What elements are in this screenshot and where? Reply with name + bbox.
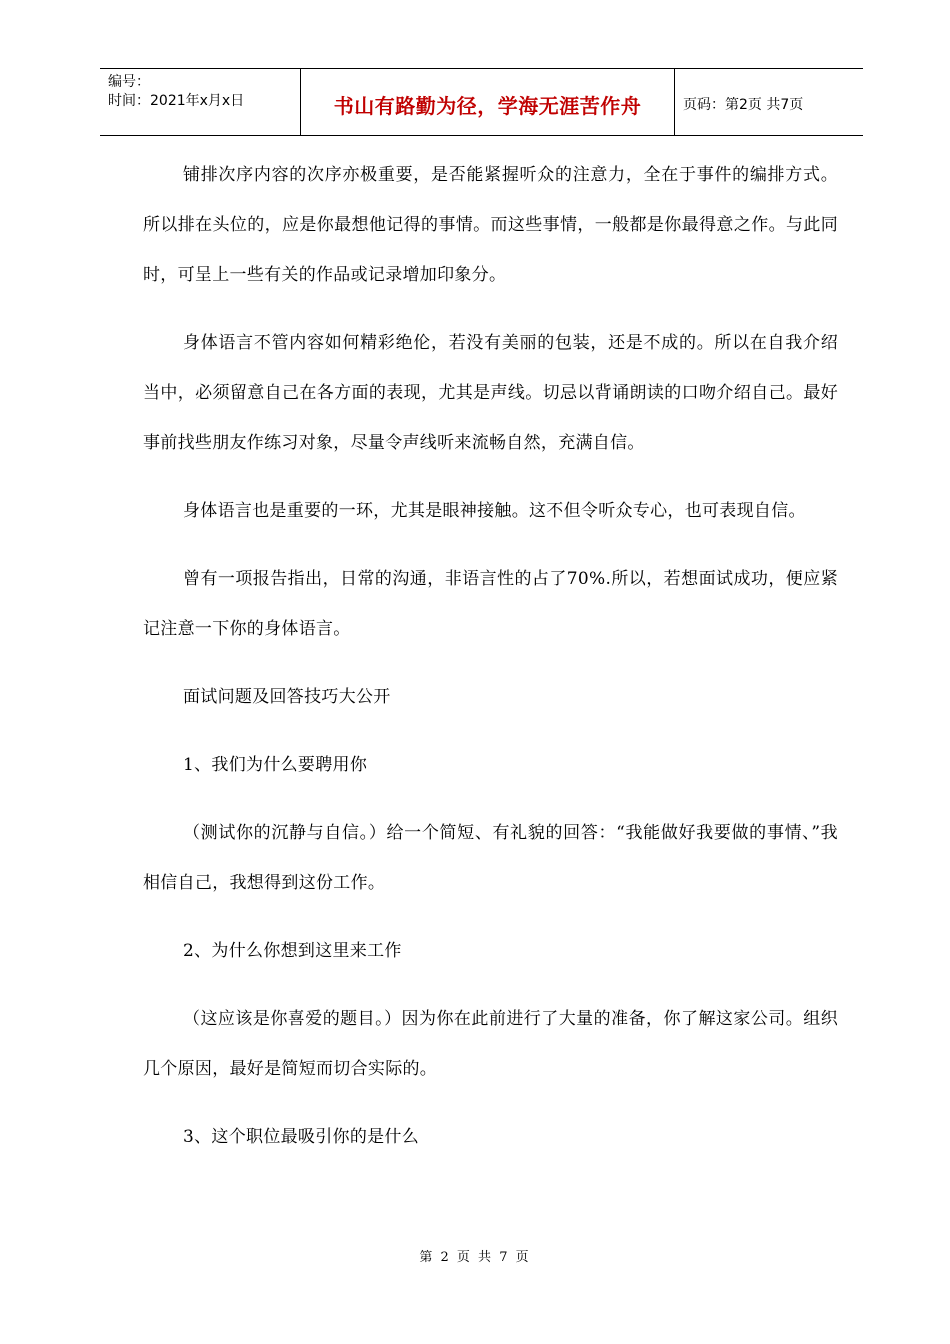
section-heading: 面试问题及回答技巧大公开 [183, 687, 391, 707]
header-motto: 书山有路勤为径，学海无涯苦作舟 [301, 69, 675, 135]
paragraph: 身体语言不管内容如何精彩绝伦，若没有美丽的包装，还是不成的。所以在自我介绍当中，必须留意自己在各方面的表现，尤其是声线。切忌以背诵朗读的口吻介绍自己。最好事前找些朋友作练习对象，尽量令声线听来流畅自然，充满自信。 [143, 333, 838, 453]
header-page-label: 页码：第2页 共7页 [683, 97, 804, 113]
page-footer: 第 2 页 共 7 页 [419, 1250, 531, 1265]
paragraph: 身体语言也是重要的一环，尤其是眼神接触。这不但令听众专心，也可表现自信。 [183, 501, 806, 521]
paragraph: （这应该是你喜爱的题目。）因为你在此前进行了大量的准备，你了解这家公司。组织几个原因，最好是简短而切合实际的。 [143, 1009, 838, 1079]
question-heading: 1、我们为什么要聘用你 [183, 755, 368, 775]
question-heading: 2、为什么你想到这里来工作 [183, 941, 402, 961]
paragraph: 铺排次序内容的次序亦极重要，是否能紧握听众的注意力，全在于事件的编排方式。所以排在头位的，应是你最想他记得的事情。而这些事情，一般都是你最得意之作。与此同时，可呈上一些有关的作品或记录增加印象分。 [143, 165, 838, 285]
question-heading: 3、这个职位最吸引你的是什么 [183, 1127, 420, 1147]
header-meta-cell [100, 69, 301, 135]
paragraph: 曾有一项报告指出，日常的沟通，非语言性的占了70%.所以，若想面试成功，便应紧记注意一下你的身体语言。 [143, 569, 838, 639]
page-header [100, 68, 863, 136]
number-label: 编号： [108, 74, 150, 90]
time-label: 时间：2021年x月x日 [108, 93, 245, 109]
paragraph: （测试你的沉静与自信。）给一个简短、有礼貌的回答：“我能做好我要做的事情、”我相信自己，我想得到这份工作。 [143, 823, 838, 893]
document-body [143, 150, 838, 1180]
